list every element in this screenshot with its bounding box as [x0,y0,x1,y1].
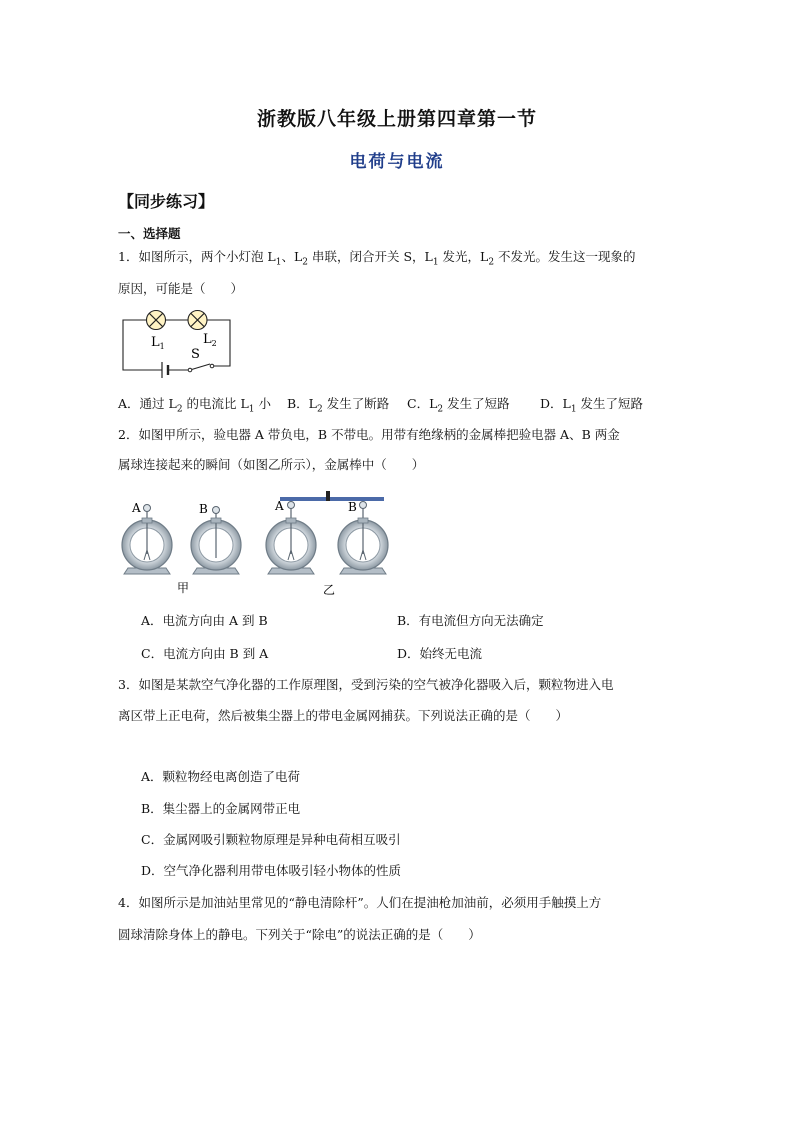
q4-stem-line1: 4．如图所示是加油站里常见的“静电清除杆”。人们在提油枪加油前，必须用手触摸上方 [118,895,602,910]
q3-stem-line1: 3．如图是某款空气净化器的工作原理图，受到污染的空气被净化器吸入后，颗粒物进入电 [118,677,614,692]
q2-stem-line1: 2．如图甲所示，验电器 A 带负电，B 不带电。用带有绝缘柄的金属棒把验电器 A、B 两金 [118,427,620,442]
page-title: 浙教版八年级上册第四章第一节 [256,108,537,130]
label-b-jia: B [199,502,208,516]
label-l1: $L_1$ [151,335,165,351]
electroscope-b2-icon [338,502,388,575]
label-l2: $L_2$ [203,332,217,348]
q1-stem-line2: 原因，可能是（ ） [118,281,244,296]
q1-option-a: A．通过 $L_2$ 的电流比 $L_1$ 小 [118,396,272,415]
q3-option-d: D．空气净化器利用带电体吸引轻小物体的性质 [141,863,402,878]
q1-option-d: D．$L_1$ 发生了短路 [540,396,644,415]
q2-option-b: B．有电流但方向无法确定 [397,613,544,628]
label-a-yi: A [275,499,284,513]
electroscope-b-icon [191,507,241,575]
q3-stem-line2: 离区带上正电荷，然后被集尘器上的带电金属网捕获。下列说法正确的是（ ） [118,708,569,723]
q3-option-c: C．金属网吸引颗粒物原理是异种电荷相互吸引 [141,832,401,847]
label-b-yi: B [348,500,357,514]
label-a-jia: A [132,501,141,515]
q2-electroscope-diagram [118,488,398,596]
metal-rod-icon [280,491,384,501]
bulb-l1-icon [147,311,166,330]
part-title: 一、选择题 [118,226,181,241]
electroscope-a-icon [122,505,172,575]
switch-icon [188,364,214,372]
section-title: 【同步练习】 [118,192,215,211]
q2-option-d: D．始终无电流 [397,646,483,661]
q2-option-c: C．电流方向由 B 到 A [141,646,269,661]
q2-stem-line2: 属球连接起来的瞬间（如图乙所示），金属棒中（ ） [118,457,425,472]
q3-option-a: A．颗粒物经电离创造了电荷 [141,769,301,784]
q3-option-b: B．集尘器上的金属网带正电 [141,801,301,816]
q2-option-a: A．电流方向由 A 到 B [141,613,268,628]
q4-stem-line2: 圆球清除身体上的静电。下列关于“除电”的说法正确的是（ ） [118,927,481,942]
q1-circuit-diagram [118,306,238,386]
bulb-l2-icon [188,311,207,330]
label-yi: 乙 [323,583,336,596]
electroscope-a2-icon [266,502,316,575]
q1-option-c: C．$L_2$ 发生了短路 [407,396,510,415]
battery-icon [162,362,168,378]
page-subtitle: 电荷与电流 [349,152,445,172]
label-s: S [191,347,200,362]
q1-option-b: B．$L_2$ 发生了断路 [287,396,390,415]
q1-stem-line1: 1．如图所示，两个小灯泡 $L_1$、$L_2$ 串联，闭合开关 S，$L_1$ 发光，$L_2$ 不发光。发生这一现象的 [118,249,636,268]
label-jia: 甲 [177,581,190,595]
